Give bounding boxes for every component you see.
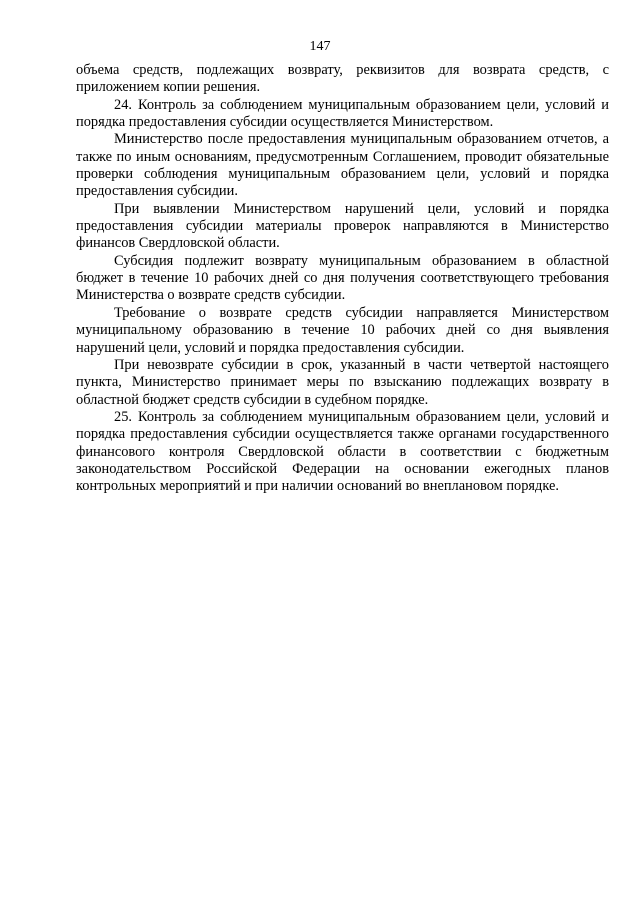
paragraph-refund: Субсидия подлежит возврату муниципальным образованием в областной бюджет в течение 10 рабочих дней со дня получения соответствующего требования Министерства о возврате средств субсидии. [76, 252, 609, 304]
paragraph-continued: объема средств, подлежащих возврату, реквизитов для возврата средств, с приложением копии решения. [76, 62, 609, 96]
paragraph-item-25: 25. Контроль за соблюдением муниципальным образованием цели, условий и порядка предоставления субсидии осуществляется также органами государственного финансового контроля Свердловской области в соответствии с бюджетным законодательством Российской Федерации на основании ежегодных планов контрольных мероприятий и при наличии оснований во внеплановом порядке. [76, 408, 609, 495]
paragraph-refund-request: Требование о возврате средств субсидии направляется Министерством муниципальному образованию в течение 10 рабочих дней со дня выявления нарушений цели, условий и порядка предоставления субсидии. [76, 304, 609, 356]
document-body [76, 62, 609, 496]
paragraph-item-24: 24. Контроль за соблюдением муниципальным образованием цели, условий и порядка предоставления субсидии осуществляется Министерством. [76, 96, 609, 131]
paragraph-inspections: Министерство после предоставления муниципальным образованием отчетов, а также по иным основаниям, предусмотренным Соглашением, проводит обязательные проверки соблюдения муниципальным образованием цели, условий и порядка предоставления субсидии. [76, 131, 609, 200]
paragraph-violations: При выявлении Министерством нарушений цели, условий и порядка предоставления субсидии материалы проверок направляются в Министерство финансов Свердловской области. [76, 200, 609, 252]
page-number: 147 [309, 39, 331, 54]
paragraph-non-return: При невозврате субсидии в срок, указанный в части четвертой настоящего пункта, Министерство принимает меры по взысканию подлежащих возврату в областной бюджет средств субсидии в судебном порядке. [76, 356, 609, 408]
